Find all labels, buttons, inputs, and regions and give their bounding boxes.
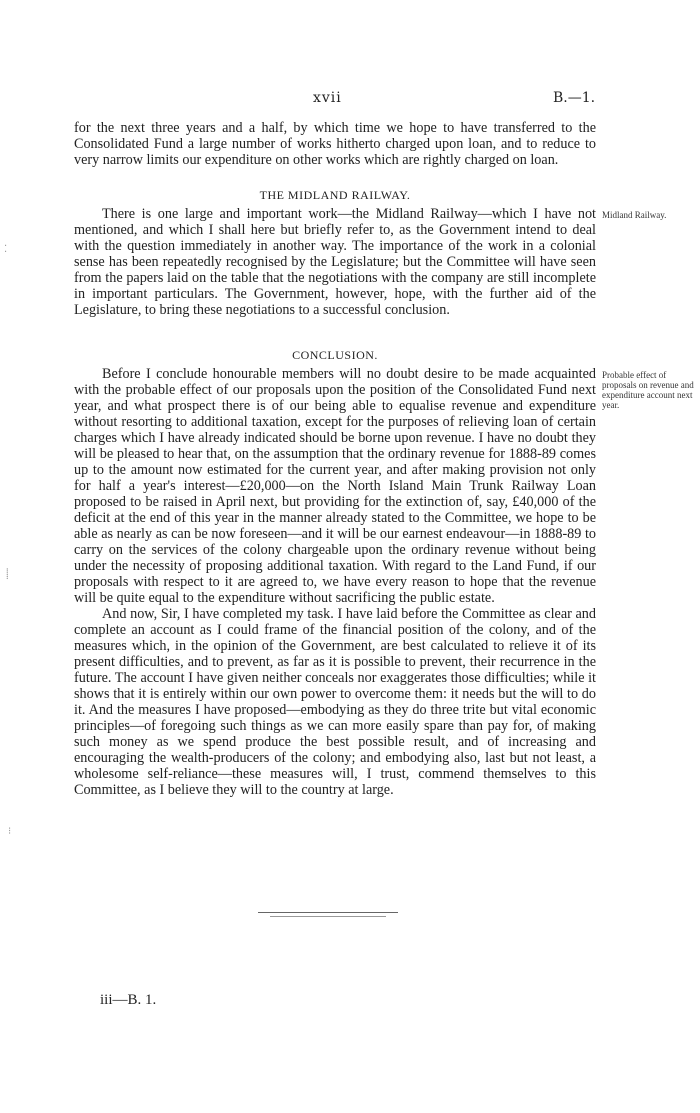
- margin-smudge: ⁚: [4, 244, 8, 255]
- opening-paragraph: for the next three years and a half, by which time we hope to have transferred to the Consolidated Fund a large number of works hitherto charged upon loan, and to reduce to very narrow limits our expenditure on other works which are rightly charged on loan.: [74, 120, 596, 168]
- midland-paragraph: There is one large and important work—the Midland Railway—which I have not mentioned, and which I shall here but briefly refer to, as the Government intend to deal with the question immediately in another way. The importance of the work in a colonial sense has been repeatedly recognised by the Legislature; but the Committee will have seen from the papers laid on the table that the negotiations with the company are still incomplete in important particulars. The Government, however, hope, with the further aid of the Legislature, to bring these negotiations to a successful conclusion.: [74, 206, 596, 318]
- conclusion-section: [74, 366, 596, 798]
- conclusion-heading: CONCLUSION.: [292, 348, 378, 362]
- midland-section: [74, 206, 596, 318]
- document-reference: B.—1.: [553, 90, 596, 106]
- margin-smudge: ⁝: [8, 826, 12, 837]
- margin-note-midland: Midland Railway.: [602, 210, 667, 220]
- page-number: xvii: [313, 90, 342, 106]
- conclusion-paragraph-2: And now, Sir, I have completed my task. I have laid before the Committee as clear and complete an account as I could frame of the financial position of the colony, and of the measures which, in the opinion of the Government, are best calculated to relieve it of its present difficulties, and to prevent, as far as it is possible to prevent, their recurrence in the future. The account I have given neither conceals nor exaggerates those difficulties; while it shows that it is entirely within our own power to overcome them: it needs but the will to do it. And the measures I have proposed—embodying as they do three trite but vital economic principles—of foregoing such things as we can more easily spare than pay for, of making such money as we spend produce the best possible result, and of increasing and encouraging the wealth-producers of the colony; and embodying also, last but not least, a wholesome self-reliance—these measures will, I trust, commend themselves to this Committee, as I believe they will to the country at large.: [74, 606, 596, 798]
- opening-section: [74, 120, 596, 168]
- conclusion-paragraph-1: Before I conclude honourable members will no doubt desire to be made acquainted with the probable effect of our proposals upon the position of the Consolidated Fund next year, and what prospect there is of our being able to equalise revenue and expenditure without resorting to additional taxation, except for the purposes of relieving loan of certain charges which I have already indicated should be borne upon revenue. I have no doubt they will be pleased to hear that, on the assumption that the ordinary revenue for 1888-89 comes up to the amount now estimated for the current year, and after making provision not only for half a year's interest—£20,000—on the North Island Main Trunk Railway Loan proposed to be raised in April next, but providing for the extinction of, say, £40,000 of the deficit at the end of this year in the manner already stated to the Committee, we hope to be able as nearly as can be now foreseen—and it will be our earnest endeavour—in 1888-89 to carry on the services of the colony chargeable upon the ordinary revenue without being under the necessity of proposing additional taxation. With regard to the Land Fund, if our proposals with respect to it are agreed to, we have every reason to hope that the revenue will be quite equal to the expenditure without sacrificing the public estate.: [74, 366, 596, 606]
- printer-signature: iii—B. 1.: [100, 992, 157, 1008]
- closing-rule: [258, 912, 398, 913]
- closing-rule-secondary: [270, 916, 386, 917]
- margin-smudge: ⸽: [6, 569, 9, 580]
- margin-note-probable-effect: Probable effect of proposals on revenue and expenditure account next year.: [602, 370, 694, 410]
- midland-railway-heading: THE MIDLAND RAILWAY.: [259, 188, 411, 202]
